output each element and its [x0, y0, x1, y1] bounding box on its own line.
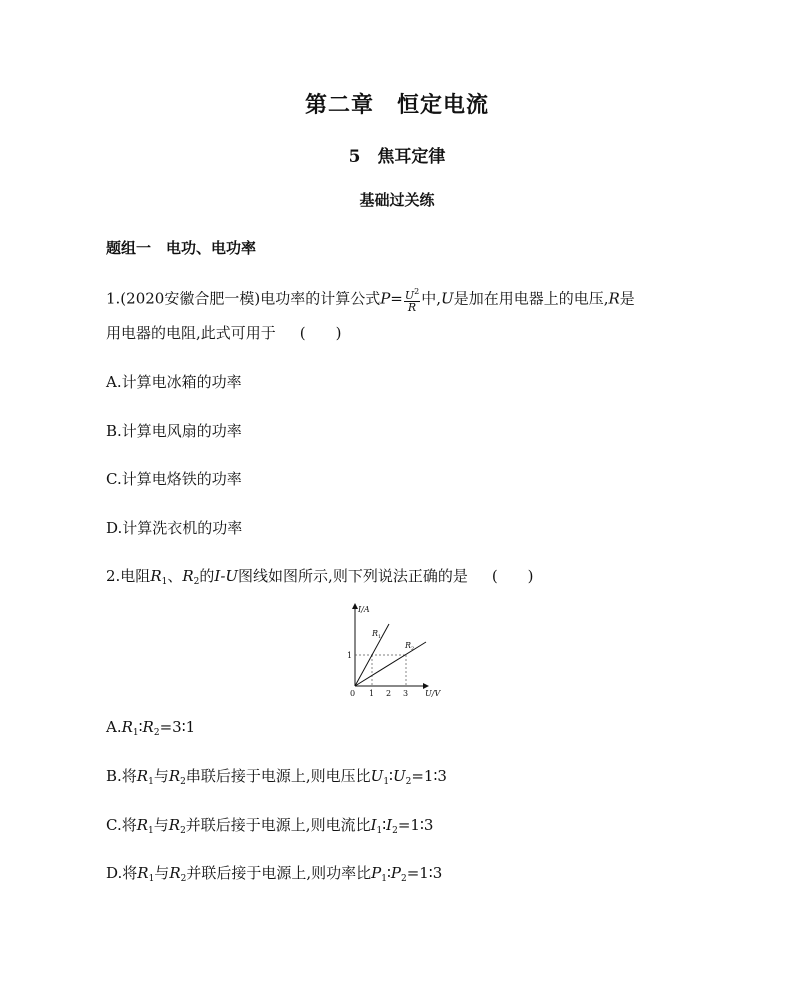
- q2b-prefix: B.将: [106, 767, 137, 785]
- q1-var-u: U: [441, 289, 454, 308]
- q2c-v1-sub: 1: [376, 826, 383, 836]
- q2d-r1-sub: 1: [148, 874, 155, 884]
- q1-formula-lhs: P: [380, 289, 391, 308]
- r2-label: R: [405, 641, 412, 650]
- q1-mid1: 是加在用电器上的电压,: [453, 289, 609, 308]
- q2-middle: 的: [199, 567, 215, 585]
- q2-r1: R: [150, 567, 162, 585]
- q2b-mid: 串联后接于电源上,则电压比: [185, 767, 371, 785]
- q1-formula-den-var: R: [407, 301, 417, 314]
- question-1-stem-line1: [106, 286, 635, 313]
- q2c-colon: ∶: [382, 816, 387, 834]
- q2c-and: 与: [153, 816, 169, 834]
- r2-line: [355, 642, 426, 686]
- q1-formula-fraction: [404, 286, 420, 313]
- q2-iu: I-U: [214, 567, 239, 585]
- q2c-v2: I: [386, 816, 393, 834]
- q2b-v1: U: [370, 767, 384, 785]
- q2-r2-sub: 2: [193, 577, 200, 587]
- subsection-title: 基础过关练: [359, 191, 435, 209]
- q2d-r2-sub: 2: [180, 874, 187, 884]
- section-title: 5 焦耳定律: [348, 147, 446, 167]
- q2-option-d[interactable]: [106, 863, 442, 883]
- q2b-and: 与: [153, 767, 169, 785]
- q2a-r2-sub: 2: [153, 728, 160, 738]
- q2a-prefix: A.: [106, 718, 122, 736]
- q2b-colon: ∶: [389, 767, 393, 785]
- iu-graph: [340, 600, 450, 700]
- x-tick-2: 2: [386, 689, 392, 698]
- question-group-title: 题组一 电功、电功率: [106, 239, 257, 257]
- q2b-v2: U: [392, 767, 406, 785]
- q1-formula-numerator: [404, 286, 420, 302]
- q2-rest: 图线如图所示,则下列说法正确的是: [238, 567, 468, 585]
- question-2-stem: [106, 566, 534, 586]
- q1-mid2: 是: [619, 289, 635, 308]
- q1-answer-paren[interactable]: ( ): [299, 324, 342, 342]
- q2c-r2: R: [168, 816, 181, 834]
- x-tick-1: 1: [369, 689, 375, 698]
- q1-option-d[interactable]: D.计算洗衣机的功率: [106, 519, 243, 537]
- q2b-r1-sub: 1: [148, 777, 154, 787]
- q2c-v1: I: [370, 816, 377, 834]
- q2c-prefix: C.将: [106, 816, 137, 834]
- q2-sep: 、: [167, 567, 183, 585]
- q2d-r1: R: [137, 864, 149, 882]
- q1-after-formula: 中,: [421, 289, 442, 308]
- q2d-v1-sub: 1: [381, 874, 387, 884]
- q2a-tail: =3∶1: [159, 718, 196, 736]
- q2-option-b[interactable]: [106, 766, 447, 786]
- q2d-and: 与: [154, 864, 170, 882]
- q2b-r2-sub: 2: [180, 777, 186, 787]
- x-axis-label: U/V: [425, 689, 441, 698]
- q1-option-c[interactable]: C.计算电烙铁的功率: [106, 470, 242, 488]
- q2a-r1-sub: 1: [132, 728, 139, 738]
- q1-option-b[interactable]: B.计算电风扇的功率: [106, 422, 242, 440]
- q2a-r2: R: [142, 718, 154, 736]
- q2b-v1-sub: 1: [383, 777, 390, 787]
- q2c-mid: 并联后接于电源上,则电流比: [185, 816, 371, 834]
- q1-prefix: 1.(2020安徽合肥一模)电功率的计算公式: [106, 289, 381, 308]
- r2-label-sub: 2: [411, 646, 415, 652]
- origin-label: 0: [350, 689, 356, 698]
- q2-num: 2.电阻: [106, 567, 151, 585]
- q2b-tail: =1∶3: [411, 767, 447, 785]
- q2-option-a[interactable]: [106, 717, 195, 737]
- q2d-prefix: D.将: [106, 864, 138, 882]
- q2d-colon: ∶: [386, 864, 391, 882]
- q2a-r1: R: [121, 718, 133, 736]
- r1-label: R: [372, 629, 379, 638]
- q2d-v2: P: [390, 864, 401, 882]
- q2c-r1-sub: 1: [148, 826, 154, 836]
- y-axis-label: I/A: [358, 605, 370, 614]
- q2d-mid: 并联后接于电源上,则功率比: [186, 864, 372, 882]
- q1-formula-num-var: U: [404, 289, 415, 302]
- q2-r1-sub: 1: [161, 577, 168, 587]
- question-1-stem-line2: [106, 323, 342, 343]
- chapter-title: 第二章 恒定电流: [304, 92, 489, 118]
- q2d-r2: R: [169, 864, 181, 882]
- q1-line2: 用电器的电阻,此式可用于: [106, 324, 276, 342]
- q2c-r1: R: [136, 816, 149, 834]
- q2d-v2-sub: 2: [400, 874, 407, 884]
- q2-answer-paren[interactable]: ( ): [491, 567, 534, 585]
- q2d-v1: P: [371, 864, 382, 882]
- q1-option-a[interactable]: A.计算电冰箱的功率: [106, 373, 242, 391]
- q2-option-c[interactable]: [106, 815, 433, 835]
- q1-formula-eq: =: [390, 289, 403, 308]
- q2b-v2-sub: 2: [405, 777, 412, 787]
- q2c-tail: =1∶3: [397, 816, 434, 834]
- q2-r2: R: [182, 567, 194, 585]
- q2b-r2: R: [168, 767, 181, 785]
- r1-label-sub: 1: [378, 634, 382, 640]
- q2b-r1: R: [136, 767, 149, 785]
- q1-formula-num-exp: 2: [414, 287, 420, 296]
- q2c-r2-sub: 2: [180, 826, 186, 836]
- y-tick-1: 1: [347, 651, 353, 660]
- x-tick-3: 3: [403, 689, 409, 698]
- q1-var-r: R: [608, 289, 620, 308]
- q2a-colon: ∶: [138, 718, 143, 736]
- q1-formula-denominator: [404, 302, 420, 313]
- q2d-tail: =1∶3: [406, 864, 443, 882]
- q2c-v2-sub: 2: [392, 826, 398, 836]
